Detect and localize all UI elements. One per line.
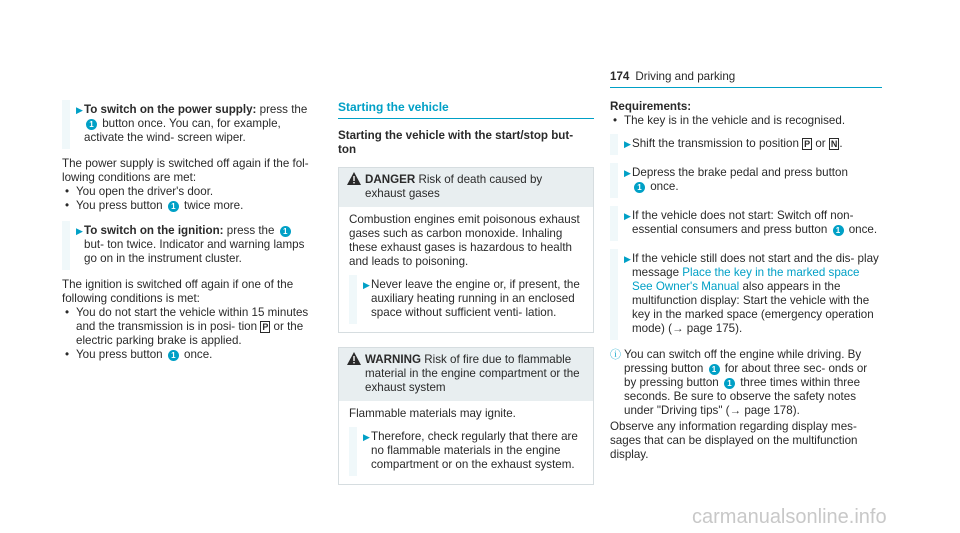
n-key-icon: N xyxy=(830,139,838,149)
note-text: You can switch off the engine while driving. By pressing button xyxy=(624,348,862,375)
button-1-icon: 1 xyxy=(168,201,179,212)
column-left xyxy=(62,100,310,370)
list-text: twice more. xyxy=(180,199,244,212)
step-arrow-icon xyxy=(76,224,83,238)
step-text: press the xyxy=(223,224,278,237)
step-ignition xyxy=(62,221,310,270)
button-1-icon: 1 xyxy=(634,182,645,193)
warning-box xyxy=(338,347,594,485)
note-text: for about three sec- onds or by pressing button xyxy=(624,362,868,389)
button-1-icon: 1 xyxy=(280,226,291,237)
requirements-list xyxy=(610,114,880,128)
page-ref-arrow-icon: → xyxy=(729,404,742,417)
paragraph: Observe any information regarding display mes- sages that can be displayed on the multifunction display. xyxy=(610,420,858,461)
step-arrow-icon xyxy=(624,166,631,180)
list-item: • The key is in the vehicle and is recognised. xyxy=(610,114,880,128)
button-1-icon: 1 xyxy=(833,225,844,236)
requirements-title: Requirements: xyxy=(610,100,692,113)
danger-step xyxy=(349,275,583,324)
list-text: You press button xyxy=(76,348,166,361)
step-text: Depress the brake pedal and press button xyxy=(632,166,848,179)
step-heading: To switch on the power supply: xyxy=(84,103,257,116)
list-item: • You open the driver's door. xyxy=(62,185,310,199)
button-1-icon: 1 xyxy=(86,119,97,130)
list-text: or the electric parking brake is applied. xyxy=(76,320,304,347)
step-heading: To switch on the ignition: xyxy=(84,224,224,237)
danger-label: DANGER xyxy=(365,173,416,186)
warning-triangle-icon xyxy=(347,172,361,185)
header-divider xyxy=(610,87,882,88)
danger-box xyxy=(338,167,594,333)
step-text: Shift the transmission to position xyxy=(632,137,803,150)
step-text: Therefore, check regularly that there are no flammable materials in the engine compartment or on the exhaust system. xyxy=(371,430,578,471)
step-text: or xyxy=(812,137,829,150)
step-text: If the vehicle still does not start and the dis- play message xyxy=(632,252,879,279)
list-item xyxy=(62,199,310,213)
list-text: You do not start the vehicle within 15 minutes and the transmission is in posi- tion xyxy=(76,306,309,333)
step-text: once. xyxy=(647,180,679,193)
button-1-icon: 1 xyxy=(168,350,179,361)
paragraph: The power supply is switched off again if the fol- lowing conditions are met: xyxy=(62,157,309,184)
p-key-icon: P xyxy=(804,139,811,149)
step-arrow-icon xyxy=(363,278,370,292)
bullet-list xyxy=(62,306,310,362)
step-no-start xyxy=(610,206,880,241)
step-shift xyxy=(610,134,880,155)
danger-body xyxy=(339,207,593,332)
watermark: carmanualsonline.info xyxy=(692,506,887,528)
step-arrow-icon xyxy=(624,252,631,266)
step-text: also appears in the multifunction display: Start the vehicle with the key in the marked space (emergency operation mode) ( xyxy=(632,280,874,335)
step-arrow-icon xyxy=(363,430,370,444)
info-icon: ⓘ xyxy=(610,349,621,361)
warning-title: Risk of fire due to flammable material in the engine compartment or the exhaust system xyxy=(365,353,580,394)
step-arrow-icon xyxy=(624,137,631,151)
display-message-link[interactable]: Place the key in the marked space See Owner's Manual xyxy=(632,266,860,293)
step-text: Never leave the engine or, if present, the auxiliary heating running in an enclosed space without sufficient venti- lation. xyxy=(371,278,580,319)
button-1-icon: 1 xyxy=(724,378,735,389)
step-emergency xyxy=(610,249,880,340)
button-1-icon: 1 xyxy=(709,364,720,375)
step-text: If the vehicle does not start: Switch off non- essential consumers and press button xyxy=(632,209,854,236)
paragraph: The ignition is switched off again if one of the following conditions is met: xyxy=(62,278,294,305)
step-arrow-icon xyxy=(76,103,83,117)
page-reference[interactable]: page 178). xyxy=(741,404,800,417)
list-text: once. xyxy=(180,348,213,361)
list-item xyxy=(62,306,310,348)
step-text: but- ton twice. Indicator and warning lamps go on in the instrument cluster. xyxy=(84,238,305,265)
step-power-supply xyxy=(62,100,310,149)
page-header xyxy=(610,70,880,84)
danger-title: Risk of death caused by exhaust gases xyxy=(365,173,543,200)
page-ref-arrow-icon: → xyxy=(671,322,684,335)
warning-triangle-icon xyxy=(347,352,361,365)
bullet-list xyxy=(62,185,310,213)
note-text: three times within three seconds. Be sure to observe the safety notes under "Driving tips" ( xyxy=(624,376,861,417)
step-arrow-icon xyxy=(624,209,631,223)
column-middle xyxy=(338,100,594,499)
warning-step xyxy=(349,427,583,476)
info-note xyxy=(610,348,880,418)
step-brake xyxy=(610,163,880,198)
warning-label: WARNING xyxy=(365,353,422,366)
danger-text: Combustion engines emit poisonous exhaust gases such as carbon monoxide. Inhaling these exhaust gases is hazardous to health and leads to poisoning. xyxy=(349,213,580,268)
step-text: press the xyxy=(256,103,308,116)
step-text: . xyxy=(839,137,843,150)
danger-header xyxy=(339,168,593,207)
section-title: Starting the vehicle xyxy=(338,100,594,119)
warning-header xyxy=(339,348,593,401)
list-text: You press button xyxy=(76,199,166,212)
page-section-title: Driving and parking xyxy=(635,70,736,83)
requirements xyxy=(610,100,880,128)
warning-body xyxy=(339,401,593,484)
p-key-icon: P xyxy=(262,322,269,332)
step-text: button once. You can, for example, activate the wind- screen wiper. xyxy=(84,117,281,144)
page-number: 174 xyxy=(610,70,630,83)
page-reference[interactable]: page 175). xyxy=(683,322,743,335)
subheading: Starting the vehicle with the start/stop but- ton xyxy=(338,129,574,156)
warning-text: Flammable materials may ignite. xyxy=(349,407,516,420)
list-item xyxy=(62,348,310,362)
column-right xyxy=(610,100,880,462)
step-text: once. xyxy=(845,223,878,236)
